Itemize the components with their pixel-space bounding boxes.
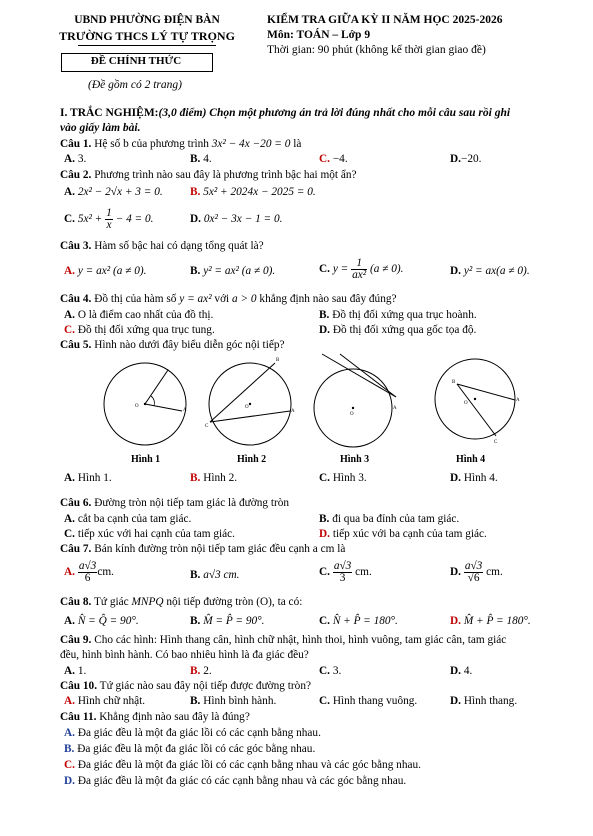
q8-option-b[interactable]	[190, 615, 264, 627]
q10-a-text: Hình chữ nhật.	[77, 695, 146, 707]
q3-c-fraction	[351, 258, 367, 281]
fig3-caption: Hình 3	[340, 454, 370, 465]
letter-a: A.	[64, 615, 75, 627]
letter-a: A.	[64, 472, 75, 484]
q4-d-text: Đồ thị đối xứng qua gốc tọa độ.	[332, 324, 477, 336]
letter-d: D.	[64, 775, 75, 787]
q7-c-den: 3	[339, 572, 346, 584]
letter-c: C.	[319, 472, 330, 484]
section-instruction: Chọn một phương án trả lời đúng nhất cho mỗi câu sau rồi ghi	[206, 107, 511, 119]
letter-b: B.	[319, 513, 330, 525]
letter-c: C.	[319, 263, 330, 276]
question-9-cont	[60, 649, 309, 661]
q2-c-fraction	[105, 208, 113, 231]
q7-a-num: a√3	[78, 560, 97, 572]
fig4-chord-2	[457, 384, 515, 400]
q6-text: Đường tròn nội tiếp tam giác là đường tròn	[91, 497, 290, 509]
q1-c-text: −4.	[332, 153, 348, 165]
q9-text-2: đều, hình bình hành. Có bao nhiêu hình là đa giác đều?	[60, 649, 309, 661]
letter-a: A.	[64, 665, 75, 677]
question-1	[60, 138, 301, 150]
q9-a-text: 1.	[77, 665, 87, 677]
q7-d-post: cm.	[483, 566, 503, 579]
q3-text: Hàm số bậc hai có dạng tổng quát là?	[91, 240, 264, 252]
section-heading	[60, 107, 510, 119]
letter-b: B.	[190, 615, 201, 627]
official-label: ĐỀ CHÍNH THỨC	[90, 55, 182, 67]
q11-option-a[interactable]	[64, 727, 321, 739]
q7-c-fraction	[333, 561, 353, 584]
q2-option-c[interactable]	[64, 208, 153, 231]
fig3-label-o: O	[350, 412, 354, 417]
q5-figures	[60, 352, 550, 452]
q1-option-d[interactable]	[450, 153, 481, 165]
q8-a-text: N̂ = Q̂ = 90°.	[77, 615, 139, 627]
school-underline	[78, 45, 216, 46]
q6-c-text: tiếp xúc với hai cạnh của tam giác.	[77, 528, 235, 540]
q7-c-post: cm.	[352, 566, 372, 579]
q7-text: Bán kính đường tròn nội tiếp tam giác đều cạnh a cm là	[91, 543, 346, 555]
q2-b-text: 5x² + 2024x − 2025 = 0.	[203, 186, 316, 198]
q4-option-a[interactable]	[64, 309, 213, 321]
letter-b: B.	[190, 186, 201, 198]
letter-d: D.	[319, 528, 330, 540]
question-6	[60, 497, 289, 509]
letter-b: B.	[190, 153, 201, 165]
pages-note: (Đề gồm có 2 trang)	[88, 79, 182, 91]
fig1-label-o: O	[135, 404, 139, 409]
q5-option-d[interactable]	[450, 472, 498, 484]
fig3-center	[352, 407, 354, 409]
letter-a: A.	[64, 309, 75, 321]
letter-c: C.	[319, 153, 330, 165]
fig1-angle-arc	[151, 396, 154, 406]
q8-math: MNPQ	[131, 596, 164, 608]
q5-option-c[interactable]	[319, 472, 367, 484]
q4-text: Đồ thị của hàm số	[91, 293, 180, 305]
q2-c-pre: 5x² +	[77, 213, 106, 226]
fig3-line-1	[322, 354, 396, 397]
q2-d-text: 0x² − 3x − 1 = 0.	[203, 213, 283, 225]
q7-d-num: a√3	[464, 560, 483, 572]
letter-d: D.	[450, 472, 461, 484]
letter-b: B.	[190, 265, 201, 277]
letter-c: C.	[319, 615, 330, 627]
q11-b-text: Đa giác đều là một đa giác lồi có các góc bằng nhau.	[77, 743, 316, 755]
q1-option-b[interactable]	[190, 153, 212, 165]
letter-d: D.	[450, 153, 461, 165]
q8-d-text: M̂ + P̂ = 180°.	[463, 615, 531, 627]
fig3-label-a: A	[393, 406, 397, 411]
letter-a: A.	[64, 695, 75, 707]
q4-label: Câu 4.	[60, 293, 92, 305]
fig4-caption: Hình 4	[456, 454, 486, 465]
q10-option-c[interactable]	[319, 695, 417, 707]
q8-option-d[interactable]	[450, 615, 531, 627]
q3-d-text: y² = ax(a ≠ 0).	[463, 265, 530, 277]
letter-d: D.	[319, 324, 330, 336]
fig2-center	[249, 403, 251, 405]
letter-a: A.	[64, 153, 75, 165]
q11-a-text: Đa giác đều là một đa giác lồi có các cạnh bằng nhau.	[77, 727, 321, 739]
q11-option-c[interactable]	[64, 759, 421, 771]
q5-b-text: Hình 2.	[203, 472, 238, 484]
q6-a-text: cắt ba cạnh của tam giác.	[77, 513, 192, 525]
section-points: (3,0 điểm)	[158, 107, 207, 119]
exam-title: KIỂM TRA GIỮA KỲ II NĂM HỌC 2025-2026	[267, 14, 503, 26]
letter-a: A.	[64, 727, 75, 739]
letter-c: C.	[64, 528, 75, 540]
letter-b: B.	[190, 665, 201, 677]
q4-option-b[interactable]	[319, 309, 477, 321]
q3-a-text: y = ax² (a ≠ 0).	[77, 265, 147, 277]
question-10	[60, 680, 311, 692]
q5-option-b[interactable]	[190, 472, 237, 484]
q4-math: y = ax²	[179, 293, 212, 305]
letter-b: B.	[64, 743, 75, 755]
question-5	[60, 339, 285, 351]
letter-c: C.	[319, 695, 330, 707]
q2-c-post: − 4 = 0.	[112, 213, 154, 226]
fig1-label-a: A	[183, 408, 187, 413]
question-8	[60, 596, 302, 608]
figure-3	[314, 354, 397, 447]
q6-d-text: tiếp xúc với ba cạnh của tam giác.	[332, 528, 487, 540]
subject-line: Môn: TOÁN – Lớp 9	[267, 29, 371, 41]
letter-d: D.	[450, 265, 461, 277]
figure-2	[205, 358, 295, 445]
q2-a-text: 2x² − 2√x + 3 = 0.	[77, 186, 163, 198]
figure-1	[104, 363, 187, 445]
q9-text-1: Cho các hình: Hình thang cân, hình chữ nhật, hình thoi, hình vuông, tam giác cân, tam giác	[91, 634, 507, 646]
letter-c: C.	[64, 213, 75, 226]
question-9	[60, 634, 506, 646]
q7-a-fraction	[78, 561, 98, 584]
question-7	[60, 543, 345, 555]
q4-a-text: O là điểm cao nhất của đồ thị.	[77, 309, 214, 321]
q2-option-d[interactable]	[190, 213, 282, 225]
q1-tail: là	[290, 138, 302, 150]
q9-label: Câu 9.	[60, 634, 92, 646]
fig2-label-o: O	[245, 405, 249, 410]
q6-label: Câu 6.	[60, 497, 92, 509]
q6-b-text: đi qua ba đỉnh của tam giác.	[332, 513, 460, 525]
q7-a-den: 6	[84, 572, 91, 584]
q6-option-c[interactable]	[64, 528, 235, 540]
q4-c-text: Đồ thị đối xứng qua trục tung.	[77, 324, 215, 336]
letter-b: B.	[190, 472, 201, 484]
fig4-label-a: A	[516, 398, 520, 403]
q11-text: Khẳng định nào sau đây là đúng?	[96, 711, 250, 723]
q2-text: Phương trình nào sau đây là phương trình bậc hai một ẩn?	[91, 169, 357, 181]
q7-c-num: a√3	[333, 560, 352, 572]
q10-text: Tứ giác nào sau đây nội tiếp được đường tròn?	[97, 680, 311, 692]
q7-a-post: cm.	[97, 566, 114, 579]
q1-label: Câu 1.	[60, 138, 92, 150]
letter-c: C.	[64, 759, 75, 771]
letter-d: D.	[450, 665, 461, 677]
q2-option-b[interactable]	[190, 186, 316, 198]
q4-option-d[interactable]	[319, 324, 476, 336]
q3-option-b[interactable]	[190, 265, 275, 277]
section-instruction-2: vào giấy làm bài.	[60, 122, 141, 134]
q11-label: Câu 11.	[60, 711, 97, 723]
q1-b-text: 4.	[203, 153, 212, 165]
q11-d-text: Đa giác đều là một đa giác có các cạnh bằng nhau và các góc bằng nhau.	[77, 775, 407, 787]
q5-label: Câu 5.	[60, 339, 92, 351]
letter-a: A.	[64, 186, 75, 198]
q11-option-d[interactable]	[64, 775, 406, 787]
school-name: TRƯỜNG THCS LÝ TỰ TRỌNG	[59, 29, 235, 43]
q3-option-c[interactable]	[319, 258, 404, 281]
letter-c: C.	[319, 566, 330, 579]
q8-option-c[interactable]	[319, 615, 398, 627]
letter-d: D.	[450, 615, 461, 627]
q3-option-a[interactable]	[64, 265, 146, 277]
q5-text: Hình nào dưới đây biểu diễn góc nội tiếp?	[91, 339, 285, 351]
q8-text: Tứ giác	[91, 596, 132, 608]
fig1-caption: Hình 1	[131, 454, 161, 465]
letter-c: C.	[319, 665, 330, 677]
q10-c-text: Hình thang vuông.	[332, 695, 418, 707]
q3-c-post: (a ≠ 0).	[367, 263, 404, 276]
q9-c-text: 3.	[332, 665, 342, 677]
q7-option-b[interactable]	[190, 569, 240, 581]
q10-option-b[interactable]	[190, 695, 276, 707]
letter-b: B.	[190, 695, 201, 707]
letter-d: D.	[190, 213, 201, 225]
q3-c-pre: y =	[332, 263, 352, 276]
q7-label: Câu 7.	[60, 543, 92, 555]
question-11	[60, 711, 250, 723]
q9-option-d[interactable]	[450, 665, 472, 677]
q3-c-den: ax²	[352, 269, 367, 281]
q4-b-text: Đồ thị đối xứng qua trục hoành.	[332, 309, 477, 321]
q3-c-num: 1	[351, 258, 367, 270]
q6-option-b[interactable]	[319, 513, 459, 525]
q7-d-den: √6	[467, 572, 480, 584]
fig2-chord-2	[210, 411, 290, 422]
letter-a: A.	[64, 513, 75, 525]
fig2-label-c: C	[205, 424, 209, 429]
q2-option-a[interactable]	[64, 186, 163, 198]
fig2-caption: Hình 2	[237, 454, 267, 465]
q3-option-d[interactable]	[450, 265, 530, 277]
q7-option-d[interactable]	[450, 561, 503, 584]
figure-4	[435, 359, 520, 445]
q1-option-a[interactable]	[64, 153, 86, 165]
letter-d: D.	[450, 695, 461, 707]
q8-c-text: N̂ + P̂ = 180°.	[332, 615, 398, 627]
q1-math: 3x² − 4x −20 = 0	[211, 138, 291, 150]
letter-b: B.	[319, 309, 330, 321]
fig4-label-o: O	[464, 401, 468, 406]
fig2-chord-1	[210, 363, 275, 422]
q4-math2: a > 0	[232, 293, 257, 305]
q2-label: Câu 2.	[60, 169, 92, 181]
q8-option-a[interactable]	[64, 615, 139, 627]
q8-b-text: M̂ = P̂ = 90°.	[203, 615, 265, 627]
q6-option-d[interactable]	[319, 528, 487, 540]
q10-label: Câu 10.	[60, 680, 98, 692]
letter-b: B.	[190, 569, 201, 581]
district-name: UBND PHƯỜNG ĐIỆN BÀN	[74, 14, 220, 26]
q7-d-fraction	[464, 561, 484, 584]
fig2-label-b: B	[276, 358, 280, 363]
q9-option-b[interactable]	[190, 665, 212, 677]
time-line: Thời gian: 90 phút (không kể thời gian giao đề)	[267, 44, 486, 56]
q5-a-text: Hình 1.	[77, 472, 112, 484]
q8-tail: nội tiếp đường tròn (O), ta có:	[163, 596, 303, 608]
fig2-label-a: A	[291, 409, 295, 414]
q10-b-text: Hình bình hành.	[203, 695, 277, 707]
question-2	[60, 169, 357, 181]
q1-d-text: −20.	[460, 153, 482, 165]
q9-b-text: 2.	[203, 665, 212, 677]
letter-d: D.	[450, 566, 461, 579]
q2-c-num: 1	[106, 207, 112, 219]
q5-d-text: Hình 4.	[463, 472, 498, 484]
q4-tail2: khẳng định nào sau đây đúng?	[256, 293, 397, 305]
q7-b-text: a√3 cm.	[203, 569, 240, 581]
fig4-chord-1	[457, 384, 496, 436]
section-title: I. TRẮC NGHIỆM:	[60, 107, 159, 119]
q9-option-c[interactable]	[319, 665, 341, 677]
q4-option-c[interactable]	[64, 324, 215, 336]
question-4	[60, 293, 397, 305]
fig1-radius-b	[145, 370, 168, 404]
letter-a: A.	[64, 566, 75, 579]
q10-option-a[interactable]	[64, 695, 145, 707]
fig4-center	[474, 398, 476, 400]
fig3-line-2	[340, 354, 396, 397]
q5-c-text: Hình 3.	[332, 472, 367, 484]
q10-option-d[interactable]	[450, 695, 517, 707]
fig1-center	[144, 403, 146, 405]
q1-text: Hệ số b của phương trình	[91, 138, 212, 150]
q11-c-text: Đa giác đều là một đa giác lồi có các cạnh bằng nhau và các góc bằng nhau.	[77, 759, 421, 771]
q5-option-a[interactable]	[64, 472, 112, 484]
q2-c-den: x	[106, 219, 112, 231]
q10-d-text: Hình thang.	[463, 695, 518, 707]
q7-option-a[interactable]	[64, 561, 114, 584]
q7-option-c[interactable]	[319, 561, 372, 584]
q9-option-a[interactable]	[64, 665, 86, 677]
q3-label: Câu 3.	[60, 240, 92, 252]
question-3	[60, 240, 264, 252]
q9-d-text: 4.	[463, 665, 473, 677]
fig4-label-c: C	[494, 440, 498, 445]
q4-tail: với	[211, 293, 233, 305]
fig4-label-b: B	[452, 380, 456, 385]
letter-c: C.	[64, 324, 75, 336]
q6-option-a[interactable]	[64, 513, 191, 525]
q8-label: Câu 8.	[60, 596, 92, 608]
q1-a-text: 3.	[77, 153, 87, 165]
q11-option-b[interactable]	[64, 743, 315, 755]
letter-a: A.	[64, 265, 75, 277]
fig1-radius-a	[145, 404, 182, 411]
q1-option-c[interactable]	[319, 153, 348, 165]
q3-b-text: y² = ax² (a ≠ 0).	[203, 265, 276, 277]
